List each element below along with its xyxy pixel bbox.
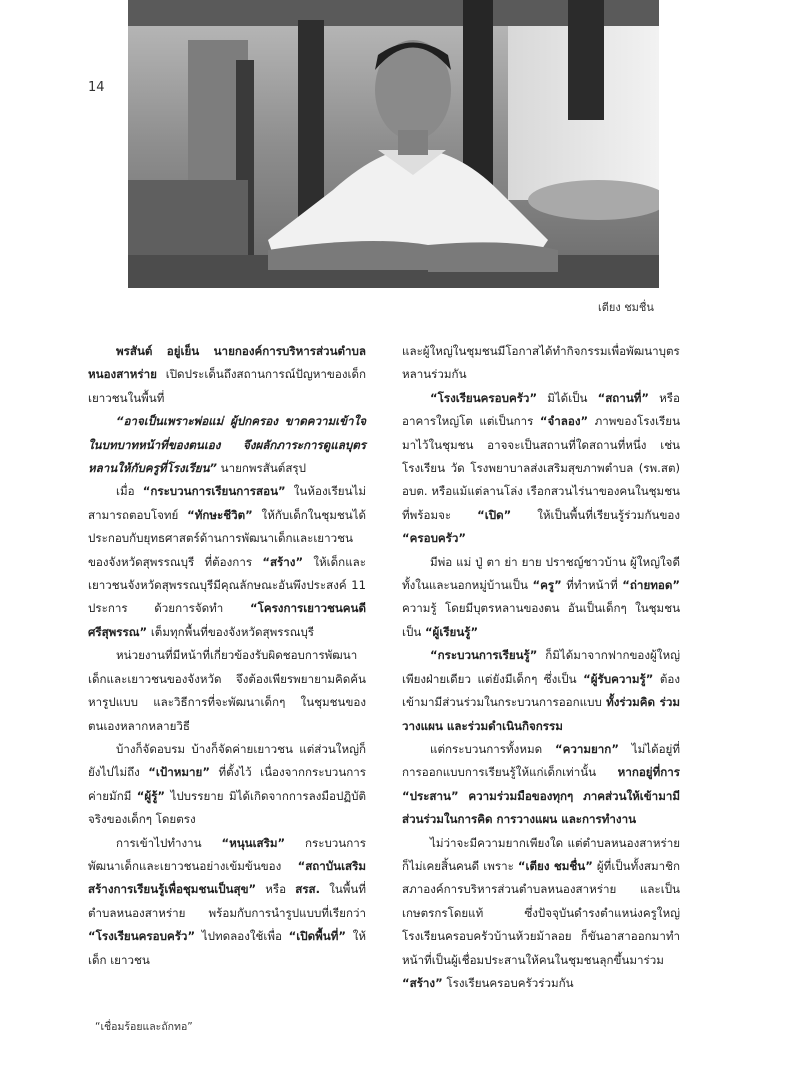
emphasis-text: “ผู้เรียนรู้” — [424, 624, 479, 639]
text-run: ที่ตั้งไว้ เนื่องจากกระบวนการค่ายมักมี — [88, 765, 366, 803]
emphasis-text: “ความยาก” — [554, 741, 619, 756]
emphasis-text: “กระบวนการเรียนการสอน” — [142, 484, 286, 499]
text-run: ในห้องเรียนไม่สามารถตอบโจทย์ — [88, 484, 366, 522]
paragraph — [88, 832, 366, 972]
left-text-column — [88, 340, 366, 972]
text-run: และผู้ใหญ่ในชุมชนมีโอกาสได้ทำกิจกรรมเพื่อพัฒนาบุตรหลานร่วมกัน — [402, 344, 680, 382]
paragraph — [402, 551, 680, 645]
portrait-photo — [128, 0, 659, 288]
text-run: ต้องเข้ามามีส่วนร่วมในกระบวนการออกแบบ — [402, 671, 680, 710]
paragraph — [88, 480, 366, 644]
emphasis-text: “สถานที่” — [597, 390, 650, 405]
text-run: นายกพรสันต์สรุป — [216, 461, 306, 476]
emphasis-text: “โรงเรียนครอบครัว” — [88, 929, 196, 944]
emphasis-text: “ครู” — [532, 578, 562, 593]
text-run: ให้กับเด็กในชุมชนได้ ประกอบกับยุทธศาสตร์ด้านการพัฒนาเด็กและเยาวชนของจังหวัดสุพรรณบุรี ที่ต้องการ — [88, 507, 366, 569]
emphasis-text: “สร้าง” — [262, 554, 304, 569]
text-run: ภาพของโรงเรียนมาไว้ในชุมชน อาจจะเป็นสถานที่ใดสถานที่หนึ่ง เช่น โรงเรียน วัด โรงพยาบาลส่งเสริมสุขภาพตำบล (รพ.สต) อบต. หรือแม้แต่ลานโล่ง เรือกสวนไร่นาของคนในชุมชนที่พร้อมจะ — [402, 414, 681, 522]
paragraph — [88, 410, 366, 480]
portrait-photo-illustration — [128, 0, 659, 288]
paragraph — [402, 340, 680, 387]
text-run: เต็มทุกพื้นที่ของจังหวัดสุพรรณบุรี — [147, 624, 315, 639]
text-run: กระบวนการพัฒนาเด็กและเยาวชนอย่างเข้มข้นของ — [88, 835, 366, 873]
text-run: บ้างก็จัดอบรม บ้างก็จัดค่ายเยาวชน แต่ส่วนใหญ่ก็ยังไปไม่ถึง — [88, 741, 366, 780]
right-text-column — [402, 340, 680, 995]
text-run: แต่กระบวนการทั้งหมด — [430, 741, 555, 756]
text-run: ผู้ที่เป็นทั้งสมาชิกสภาองค์การบริหารส่วนตำบลหนองสาหร่าย และเป็นเกษตรกรโดยแท้ ซึ่งปัจจุบันดำรงตำแหน่งครูใหญ่โรงเรียนครอบครัวบ้านห้วยม้าลอย ก็ขันอาสาออกมาทำหน้าที่เป็นผู้เชื่อมประสานให้คนในชุมชนลุกขึ้นมาร่วม — [402, 858, 680, 967]
text-run: เปิดประเด็นถึงสถานการณ์ปัญหาของเด็กเยาวชนในพื้นที่ — [88, 367, 366, 405]
emphasis-text: ทั้งร่วมคิด ร่วมวางแผน และร่วมดำเนินกิจกรรม — [402, 695, 680, 733]
text-run: ไปทดลองใช้เพื่อ — [195, 929, 289, 944]
emphasis-text: “ถ่ายทอด” — [622, 578, 680, 593]
paragraph — [402, 644, 680, 738]
emphasis-text: “สร้าง” — [402, 975, 443, 990]
text-run: เมื่อ — [116, 484, 143, 499]
text-run: มีพ่อ แม่ ปู่ ตา ย่า ยาย ปราชญ์ชาวบ้าน ผู้ใหญ่ใจดีทั้งในและนอกหมู่บ้านเป็น — [402, 554, 680, 593]
paragraph — [402, 832, 680, 996]
text-run: หรืออาคารใหญ่โต แต่เป็นการ — [402, 390, 680, 429]
emphasis-text: “โครงการเยาวชนคนดีศรีสุพรรณ” — [88, 601, 366, 639]
emphasis-text: “อาจเป็นเพราะพ่อแม่ ผู้ปกครอง ขาดความเข้าใจในบทบาทหน้าที่ของตนเอง จึงผลักภาระการดูแลบุตรหลานให้กับครูที่โรงเรียน” — [88, 414, 366, 476]
emphasis-text: “จำลอง” — [539, 414, 589, 429]
text-run: ไม่ได้อยู่ที่การออกแบบการเรียนรู้ให้แก่เด็กเท่านั้น — [402, 741, 680, 780]
emphasis-text: “เป้าหมาย” — [148, 765, 210, 780]
text-run: โรงเรียนครอบครัวร่วมกัน — [442, 975, 574, 990]
emphasis-text: “ทักษะชีวิต” — [187, 507, 253, 522]
text-run: ให้เป็นพื้นที่เรียนรู้ร่วมกันของ — [511, 507, 680, 522]
emphasis-text: “ครอบครัว” — [402, 531, 467, 546]
text-run: หรือ — [256, 882, 296, 897]
paragraph — [402, 387, 680, 551]
running-footer: “เชื่อมร้อยและถักทอ” — [95, 1021, 193, 1033]
paragraph — [88, 644, 366, 738]
emphasis-text: “สถาบันเสริมสร้างการเรียนรู้เพื่อชุมชนเป็นสุข” — [88, 858, 366, 897]
emphasis-text: “เตียง ชมชื่น” — [517, 858, 593, 873]
paragraph — [88, 738, 366, 832]
emphasis-text: สรส. — [295, 882, 321, 897]
text-run: ความรู้ โดยมีบุตรหลานของตน อันเป็นเด็กๆ ในชุมชนเป็น — [402, 601, 680, 639]
text-run: มิได้เป็น — [537, 390, 598, 405]
emphasis-text: “กระบวนการเรียนรู้” — [430, 648, 538, 663]
text-run: ในพื้นที่ตำบลหนองสาหร่าย พร้อมกับการนำรูปแบบที่เรียกว่า — [88, 882, 366, 920]
paragraph — [88, 340, 366, 410]
text-run: ก็มิได้มาจากฟากของผู้ใหญ่เพียงฝ่ายเดียว แต่ยังมีเด็กๆ ซึ่งเป็น — [402, 648, 680, 686]
emphasis-text: “ผู้รู้” — [136, 788, 166, 803]
emphasis-text: “เปิดพื้นที่” — [288, 929, 346, 944]
emphasis-text: “เปิด” — [477, 507, 512, 522]
text-run: ให้เด็กและเยาวชนจังหวัดสุพรรณบุรีมีคุณลักษณะอันพึงประสงค์ 11 ประการ ด้วยการจัดทำ — [88, 554, 366, 616]
text-run: การเข้าไปทำงาน — [116, 835, 222, 850]
text-run: ให้เด็ก เยาวชน — [88, 929, 366, 967]
photo-caption: เตียง ชมชื่น — [598, 301, 654, 314]
emphasis-text: “หนุนเสริม” — [221, 835, 286, 850]
text-run: หน่วยงานที่มีหน้าที่เกี่ยวข้องรับผิดชอบการพัฒนาเด็กและเยาวชนของจังหวัด จึงต้องเพียรพยายามคิดค้นหารูปแบบ และวิธีการที่จะพัฒนาเด็กๆ ในชุมชนของตนเองหลากหลายวิธี — [88, 648, 366, 733]
emphasis-text: พรสันต์ อยู่เย็น นายกองค์การบริหารส่วนตำบล หนองสาหร่าย — [88, 344, 366, 382]
text-run: ไปบรรยาย มิได้เกิดจากการลงมือปฏิบัติจริงของเด็กๆ โดยตรง — [88, 788, 366, 827]
page-number: 14 — [88, 80, 105, 95]
emphasis-text: หากอยู่ที่การ “ประสาน” ความร่วมมือของทุกๆ ภาคส่วนให้เข้ามามีส่วนร่วมในการคิด การวางแผน และการทำงาน — [402, 765, 680, 827]
emphasis-text: “โรงเรียนครอบครัว” — [430, 390, 538, 405]
text-run: ไม่ว่าจะมีความยากเพียงใด แต่ตำบลหนองสาหร่ายก็ไม่เคยสิ้นคนดี เพราะ — [402, 835, 680, 873]
paragraph — [402, 738, 680, 832]
text-run: ที่ทำหน้าที่ — [561, 578, 623, 593]
emphasis-text: “ผู้รับความรู้” — [583, 671, 654, 686]
